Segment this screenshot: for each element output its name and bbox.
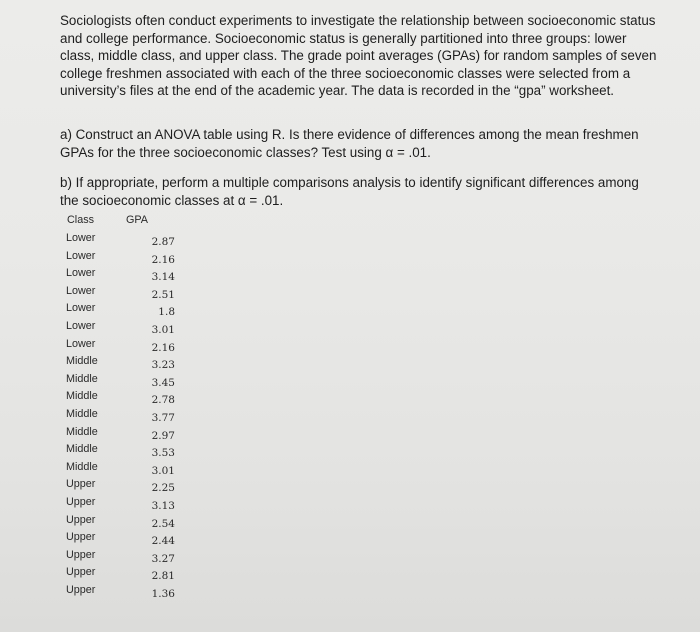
table-row: [63, 584, 203, 602]
cell-gpa: 2.44: [151, 535, 175, 548]
cell-class: Middle: [66, 443, 98, 456]
cell-gpa: 2.87: [151, 236, 175, 248]
table-row: [63, 338, 203, 356]
cell-class: Upper: [66, 513, 96, 526]
cell-class: Lower: [66, 249, 96, 262]
cell-gpa: 2.81: [151, 570, 175, 583]
cell-gpa: 3.53: [151, 447, 175, 460]
cell-class: Upper: [66, 566, 96, 579]
cell-class: Middle: [66, 460, 98, 473]
cell-class: Upper: [66, 583, 96, 596]
cell-gpa: 2.51: [151, 288, 175, 301]
cell-class: Upper: [66, 478, 96, 491]
table-row: [63, 408, 203, 426]
cell-class: Lower: [66, 337, 96, 350]
column-header-class: Class: [67, 214, 94, 226]
table-row: [63, 355, 203, 373]
table-row: [63, 373, 203, 391]
table-header-row: [63, 214, 203, 232]
cell-gpa: 2.16: [151, 253, 175, 266]
intro-paragraph: Sociologists often conduct experiments to investigate the relationship between socioeconomic status and college performance. Socioeconomic status is generally partitioned into three groups: lower class, middle class, and upper class. The grade point averages (GPAs) for random samples of seven college freshmen associated with each of the three socioeconomic classes were selected from a university’s files at the end of the academic year. The data is recorded in the “gpa” worksheet.: [60, 13, 657, 99]
table-body: [63, 232, 203, 601]
column-header-gpa: GPA: [126, 214, 148, 226]
cell-gpa: 2.78: [151, 394, 175, 407]
cell-class: Lower: [66, 232, 96, 244]
cell-class: Lower: [66, 284, 96, 297]
table-row: [63, 478, 203, 496]
cell-gpa: 2.97: [151, 429, 175, 442]
question-a: a) Construct an ANOVA table using R. Is there evidence of differences among the mean freshmen GPAs for the three socioeconomic classes? Test using α = .01.: [60, 127, 639, 160]
table-row: [63, 285, 203, 303]
cell-class: Upper: [66, 495, 96, 508]
cell-gpa: 2.54: [151, 517, 175, 530]
cell-gpa: 1.8: [158, 306, 175, 319]
cell-class: Middle: [66, 407, 98, 420]
table-row: [63, 390, 203, 408]
table-row: [63, 461, 203, 479]
cell-class: Lower: [66, 302, 96, 315]
question-b: b) If appropriate, perform a multiple comparisons analysis to identify significant differences among the socioeconomic classes at α = .01.: [60, 175, 639, 208]
table-row: [63, 320, 203, 338]
table-row: [63, 549, 203, 567]
cell-gpa: 3.27: [151, 552, 175, 565]
table-row: [63, 531, 203, 549]
cell-class: Upper: [66, 531, 96, 544]
cell-gpa: 3.45: [151, 376, 175, 389]
cell-gpa: 2.16: [151, 341, 175, 354]
gpa-data-table: [63, 214, 203, 601]
table-row: [63, 267, 203, 285]
cell-gpa: 3.77: [151, 411, 175, 424]
cell-gpa: 1.36: [151, 587, 175, 600]
table-row: [63, 496, 203, 514]
cell-gpa: 3.01: [151, 464, 175, 477]
cell-gpa: 3.13: [151, 499, 175, 512]
table-row: [63, 232, 203, 250]
cell-class: Lower: [66, 319, 96, 332]
cell-gpa: 2.25: [151, 482, 175, 495]
cell-class: Middle: [66, 372, 98, 385]
table-row: [63, 250, 203, 268]
table-row: [63, 514, 203, 532]
table-row: [63, 443, 203, 461]
cell-class: Lower: [66, 267, 96, 280]
cell-gpa: 3.01: [151, 323, 175, 336]
cell-class: Middle: [66, 390, 98, 403]
table-row: [63, 566, 203, 584]
cell-class: Upper: [66, 548, 96, 561]
cell-gpa: 3.14: [151, 271, 175, 284]
cell-class: Middle: [66, 355, 98, 368]
cell-class: Middle: [66, 425, 98, 438]
table-row: [63, 426, 203, 444]
cell-gpa: 3.23: [151, 359, 175, 372]
table-row: [63, 302, 203, 320]
